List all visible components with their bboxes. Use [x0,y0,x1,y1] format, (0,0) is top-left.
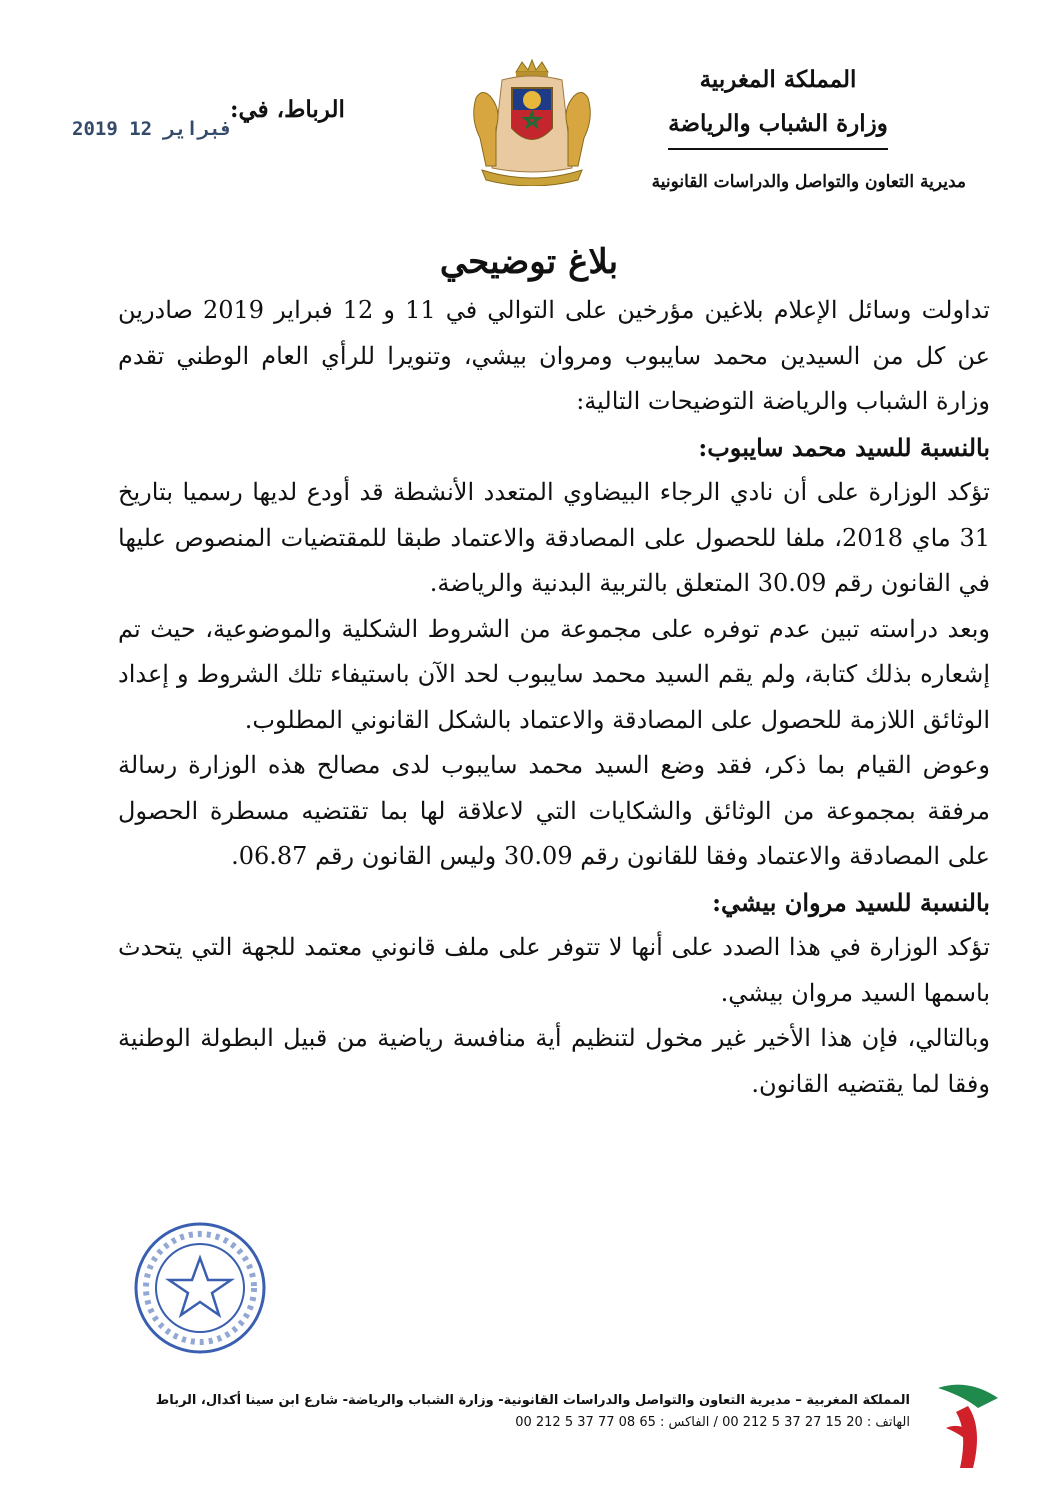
royal-emblem-icon [462,58,602,186]
document-title: بلاغ توضيحي [439,242,619,282]
paragraph: تؤكد الوزارة على أن نادي الرجاء البيضاوي المتعدد الأنشطة قد أودع لديها رسميا بتاريخ 31 ماي 2018، ملفا للحصول على المصادقة والاعتماد طبقا للمقتضيات المنصوص عليها في القانون رقم 30.09 المتعلق بالتربية البدنية والرياضة. [118,478,990,597]
paragraph: وعوض القيام بما ذكر، فقد وضع السيد محمد سايبوب لدى مصالح هذه الوزارة رسالة مرفقة بمجموعة من الوثائق والشكايات التي لاعلاقة لها بما تقتضيه مسطرة الحصول على المصادقة والاعتماد وفقا للقانون رقم 30.09 وليس القانون رقم 06.87. [118,751,990,870]
footer-address: المملكة المغربية – مديرية التعاون والتواصل والدراسات القانونية- وزارة الشباب والرياضة- شارع ابن سينا أكدال، الرباط [155,1393,910,1408]
paragraph: وبعد دراسته تبين عدم توفره على مجموعة من الشروط الشكلية والموضوعية، حيث تم إشعاره بذلك كتابة، ولم يقم السيد محمد سايبوب لحد الآن باستيفاء تلك الشروط و إعداد الوثائق اللازمة للحصول على المصادقة والاعتماد بالشكل القانوني المطلوب. [118,614,990,734]
intro-paragraph: تداولت وسائل الإعلام بلاغين مؤرخين على التوالي في 11 و 12 فبراير 2019 صادرين عن كل من السيدين محمد سايبوب ومروان بيشي، وتنويرا للرأي العام الوطني تقدم وزارة الشباب والرياضة التوضيحات التالية: [118,296,990,415]
city-date-label: الرباط، في: [230,96,345,123]
official-seal-icon [130,1218,270,1358]
ministry-logo-icon [928,1368,1008,1478]
date-stamp: 2019 فبراير 12 [72,118,233,140]
document-body [118,288,990,1107]
section-heading-bichi: بالنسبة للسيد مروان بيشي: [712,887,990,917]
paragraph: تؤكد الوزارة في هذا الصدد على أنها لا تتوفر على ملف قانوني معتمد للجهة التي يتحدث باسمها السيد مروان بيشي. [118,933,990,1007]
ministry-name: وزارة الشباب والرياضة [668,102,888,150]
kingdom-name: المملكة المغربية [699,66,857,93]
paragraph: وبالتالي، فإن هذا الأخير غير مخول لتنظيم أية منافسة رياضية من قبيل البطولة الوطنية وفقا لما يقتضيه القانون. [118,1024,990,1098]
section-heading-saiboub: بالنسبة للسيد محمد سايبوب: [698,432,990,462]
footer-contacts: الهاتف : 20 15 27 37 5 212 00 / الفاكس : 65 08 77 37 5 212 00 [515,1415,910,1430]
ministry-header [608,58,948,150]
footer [150,1390,910,1434]
directorate-name: مديرية التعاون والتواصل والدراسات القانونية [651,172,966,192]
